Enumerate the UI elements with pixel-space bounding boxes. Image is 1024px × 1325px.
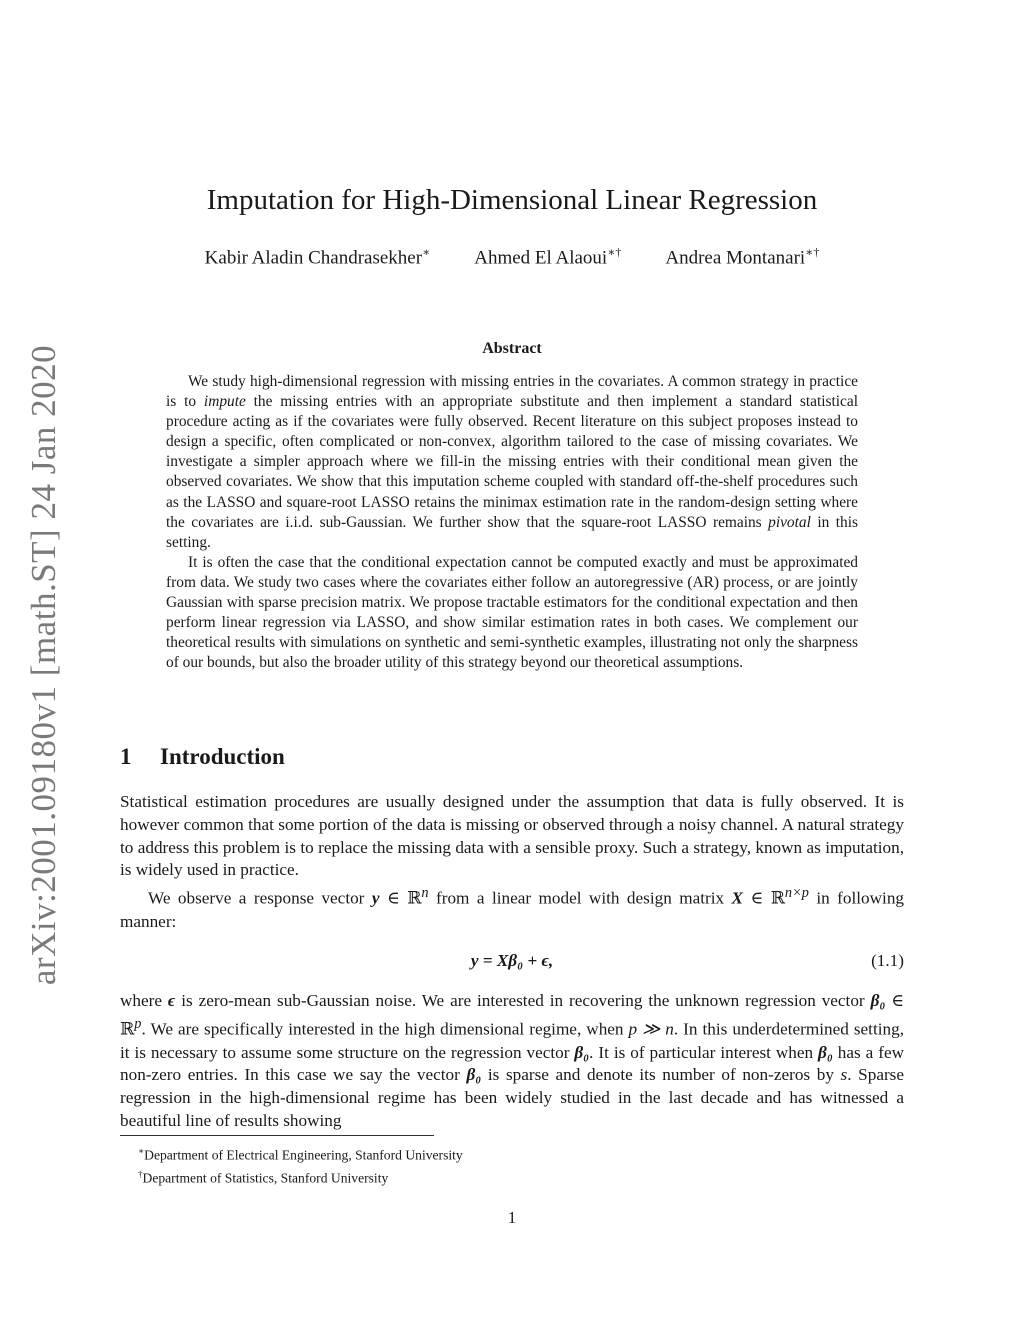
author: Andrea Montanari∗† xyxy=(665,245,820,269)
arxiv-sidebar-stamp xyxy=(22,345,66,985)
footnote: †Department of Statistics, Stanford University xyxy=(138,1168,389,1186)
arxiv-identifier: arXiv:2001.09180v1 [math.ST] 24 Jan 2020 xyxy=(24,344,63,986)
section-title: Introduction xyxy=(160,744,285,769)
intro-paragraph: where ϵ is zero-mean sub-Gaussian noise. We are interested in recovering the unknown regression vector β₀ ∈ ℝ$^p$. We are specifically interested in the high dimensional regime, when p ≫ n. In this underdetermined setting, it is necessary to assume some structure on the regression vector β₀. It is of particular interest when β₀ has a few non-zero entries. In this case we say the vector β₀ is sparse and denote its number of non-zeros by s. Sparse regression in the high-dimensional regime has been widely studied in the last decade and has witnessed a beautiful line of results showing xyxy=(120,991,904,1131)
author: Ahmed El Alaoui∗† xyxy=(474,245,622,269)
abstract-body xyxy=(166,372,858,673)
paper-title: Imputation for High-Dimensional Linear Regression xyxy=(206,184,818,216)
intro-paragraph: We observe a response vector y ∈ ℝ$^n$ from a linear model with design matrix X ∈ ℝ$^{n\times p}$ in following manner: xyxy=(120,885,905,931)
author: Kabir Aladin Chandrasekher∗ xyxy=(204,245,431,269)
footnote-divider xyxy=(120,1135,434,1136)
section-number: 1 xyxy=(120,744,132,769)
page-number: 1 xyxy=(507,1208,517,1227)
section-heading xyxy=(120,744,285,770)
introduction-body xyxy=(120,791,904,1133)
equation-number: (1.1) xyxy=(871,950,904,970)
abstract-paragraph: We study high-dimensional regression with missing entries in the covariates. A common strategy in practice is to impute the missing entries with an appropriate substitute and then implement a standard statistical procedure acting as if the covariates were fully observed. Recent literature on this subject proposes instead to design a specific, often complicated or non-convex, algorithm tailored to the case of missing covariates. We investigate a simpler approach where we fill-in the missing entries with their conditional mean given the observed covariates. We show that this imputation scheme coupled with standard off-the-shelf procedures such as the LASSO and square-root LASSO retains the minimax estimation rate in the random-design setting where the covariates are i.i.d. sub-Gaussian. We further show that the square-root LASSO remains pivotal in this setting. xyxy=(166,373,858,551)
intro-paragraph: Statistical estimation procedures are usually designed under the assumption that data is fully observed. It is however common that some portion of the data is missing or observed through a noisy channel. A natural strategy to address this problem is to replace the missing data with a sensible proxy. Such a strategy, known as imputation, is widely used in practice. xyxy=(120,792,904,880)
equation-1-1: y = Xβ₀ + ϵ, (1.1) xyxy=(120,950,904,973)
abstract-paragraph: It is often the case that the conditional expectation cannot be computed exactly and must be approximated from data. We study two cases where the covariates either follow an autoregressive (AR) process, or are jointly Gaussian with sparse precision matrix. We propose tractable estimators for the conditional expectation and then perform linear regression via LASSO, and show similar estimation rates in both cases. We complement our theoretical results with simulations on synthetic and semi-synthetic examples, illustrating not only the sharpness of our bounds, but also the broader utility of this strategy beyond our theoretical assumptions. xyxy=(166,553,858,672)
footnote: ∗Department of Electrical Engineering, Stanford University xyxy=(138,1146,463,1163)
abstract-heading: Abstract xyxy=(482,340,542,357)
author-list xyxy=(120,245,904,269)
footnotes xyxy=(138,1142,463,1187)
